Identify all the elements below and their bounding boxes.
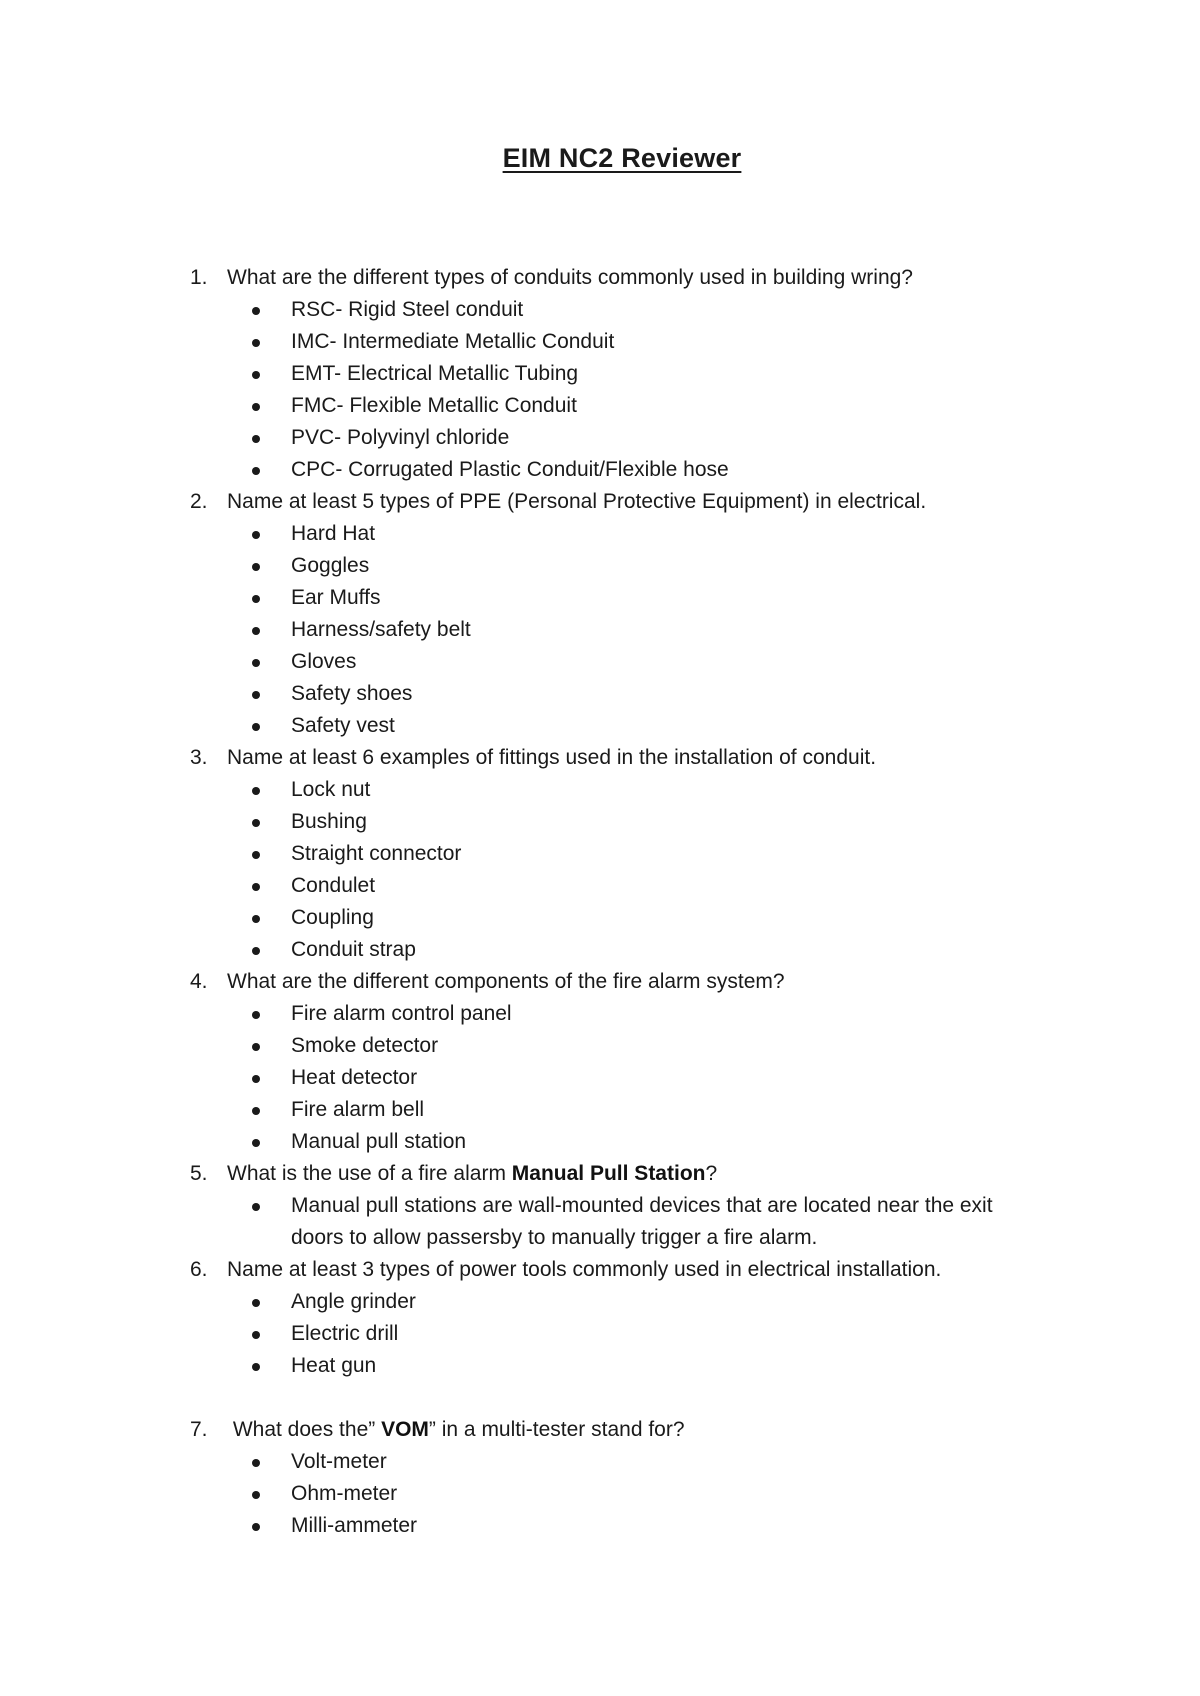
list-item: [0, 1446, 1200, 1478]
question-text-part: What is the use of a fire alarm: [227, 1162, 512, 1185]
question-text-part: ” in a multi-tester stand for?: [428, 1418, 685, 1441]
list-item: [0, 422, 1200, 454]
bullet-icon: [252, 1075, 260, 1083]
bullet-icon: [252, 467, 260, 475]
answer-text: Smoke detector: [291, 1034, 439, 1057]
bullet-icon: [252, 1011, 260, 1019]
list-item: [0, 902, 1200, 934]
bullet-icon: [252, 851, 260, 859]
answer-text: Bushing: [291, 810, 367, 833]
list-item: [0, 646, 1200, 678]
bullet-icon: [252, 531, 260, 539]
bullet-icon: [252, 371, 260, 379]
bullet-icon: [252, 819, 260, 827]
bullet-icon: [252, 563, 260, 571]
bullet-icon: [252, 1491, 260, 1499]
bullet-icon: [252, 595, 260, 603]
bullet-icon: [252, 1043, 260, 1051]
answer-text: Electric drill: [291, 1322, 399, 1345]
question-text: Name at least 6 examples of fittings used in the installation of conduit.: [227, 746, 877, 769]
bullet-icon: [252, 1459, 260, 1467]
answer-text: Fire alarm control panel: [291, 1002, 512, 1025]
list-item: [0, 1286, 1200, 1318]
list-item: [0, 870, 1200, 902]
list-item: [0, 998, 1200, 1030]
question-text-part: What does the”: [227, 1418, 382, 1441]
answer-text: Hard Hat: [291, 522, 376, 545]
list-item: [0, 582, 1200, 614]
question-text: [227, 1414, 685, 1446]
list-item: [0, 1030, 1200, 1062]
bullet-icon: [252, 691, 260, 699]
answer-text: Straight connector: [291, 842, 462, 865]
question-text: What are the different types of conduits commonly used in building wring?: [227, 266, 913, 289]
question-3: [0, 742, 1200, 774]
bullet-icon: [252, 659, 260, 667]
question-emphasis: VOM: [381, 1418, 429, 1441]
question-list: [0, 262, 1200, 1542]
bullet-icon: [252, 787, 260, 795]
list-item: [0, 710, 1200, 742]
question-text: [227, 1158, 717, 1190]
answer-text: Gloves: [291, 650, 357, 673]
answer-text: Conduit strap: [291, 938, 416, 961]
answer-text: Volt-meter: [291, 1450, 387, 1473]
question-number: 6.: [190, 1258, 208, 1281]
bullet-icon: [252, 627, 260, 635]
answer-text: RSC- Rigid Steel conduit: [291, 298, 524, 321]
list-item-continuation: [0, 1222, 1200, 1254]
answer-text: Coupling: [291, 906, 374, 929]
bullet-icon: [252, 1331, 260, 1339]
question-number: 2.: [190, 490, 208, 513]
bullet-icon: [252, 339, 260, 347]
answer-text: Angle grinder: [291, 1290, 416, 1313]
answer-text: Goggles: [291, 554, 370, 577]
list-item: [0, 326, 1200, 358]
list-item: [0, 1478, 1200, 1510]
bullet-icon: [252, 915, 260, 923]
question-number: 5.: [190, 1162, 208, 1185]
answer-text: EMT- Electrical Metallic Tubing: [291, 362, 579, 385]
question-number: 4.: [190, 970, 208, 993]
answer-text: Harness/safety belt: [291, 618, 471, 641]
list-item: [0, 1510, 1200, 1542]
bullet-icon: [252, 723, 260, 731]
list-item: [0, 838, 1200, 870]
list-item: [0, 934, 1200, 966]
answer-text: Ear Muffs: [291, 586, 381, 609]
list-item: [0, 294, 1200, 326]
bullet-icon: [252, 403, 260, 411]
list-item: [0, 358, 1200, 390]
question-1: [0, 262, 1200, 294]
bullet-icon: [252, 883, 260, 891]
answer-text: Condulet: [291, 874, 376, 897]
bullet-icon: [252, 1523, 260, 1531]
list-item: [0, 454, 1200, 486]
bullet-icon: [252, 947, 260, 955]
list-item: [0, 806, 1200, 838]
answer-text: Safety vest: [291, 714, 395, 737]
question-number: 7.: [190, 1418, 208, 1441]
bullet-icon: [252, 1363, 260, 1371]
question-number: 3.: [190, 746, 208, 769]
question-2: [0, 486, 1200, 518]
bullet-icon: [252, 1107, 260, 1115]
bullet-icon: [252, 307, 260, 315]
question-text-part: ?: [705, 1162, 718, 1185]
list-item: [0, 1190, 1200, 1222]
list-item: [0, 1350, 1200, 1382]
bullet-icon: [252, 1299, 260, 1307]
answer-text: Manual pull station: [291, 1130, 467, 1153]
list-item: [0, 1062, 1200, 1094]
answer-text: IMC- Intermediate Metallic Conduit: [291, 330, 615, 353]
bullet-icon: [252, 1203, 260, 1211]
question-number: 1.: [190, 266, 208, 289]
question-text: Name at least 5 types of PPE (Personal Protective Equipment) in electrical.: [227, 490, 927, 513]
bullet-icon: [252, 435, 260, 443]
question-emphasis: Manual Pull Station: [511, 1162, 706, 1185]
list-item: [0, 614, 1200, 646]
list-item: [0, 518, 1200, 550]
list-item: [0, 550, 1200, 582]
list-item: [0, 1126, 1200, 1158]
list-item: [0, 1094, 1200, 1126]
answer-text: Ohm-meter: [291, 1482, 398, 1505]
answer-text: Manual pull stations are wall-mounted devices that are located near the exit: [291, 1194, 993, 1217]
answer-text: PVC- Polyvinyl chloride: [291, 426, 510, 449]
answer-text: Milli-ammeter: [291, 1514, 417, 1537]
question-4: [0, 966, 1200, 998]
answer-text: doors to allow passersby to manually trigger a fire alarm.: [291, 1226, 818, 1249]
page-title: EIM NC2 Reviewer: [502, 143, 742, 173]
answer-text: Heat detector: [291, 1066, 418, 1089]
question-text: What are the different components of the fire alarm system?: [227, 970, 785, 993]
answer-text: CPC- Corrugated Plastic Conduit/Flexible hose: [291, 458, 729, 481]
list-item: [0, 774, 1200, 806]
answer-text: Lock nut: [291, 778, 371, 801]
answer-text: FMC- Flexible Metallic Conduit: [291, 394, 577, 417]
answer-text: Safety shoes: [291, 682, 413, 705]
question-7: [0, 1414, 1200, 1446]
question-6: [0, 1254, 1200, 1286]
answer-text: Fire alarm bell: [291, 1098, 425, 1121]
list-item: [0, 678, 1200, 710]
list-item: [0, 390, 1200, 422]
list-item: [0, 1318, 1200, 1350]
bullet-icon: [252, 1139, 260, 1147]
question-5: [0, 1158, 1200, 1190]
question-text: Name at least 3 types of power tools commonly used in electrical installation.: [227, 1258, 942, 1281]
blank-line: [0, 1382, 1200, 1414]
answer-text: Heat gun: [291, 1354, 377, 1377]
